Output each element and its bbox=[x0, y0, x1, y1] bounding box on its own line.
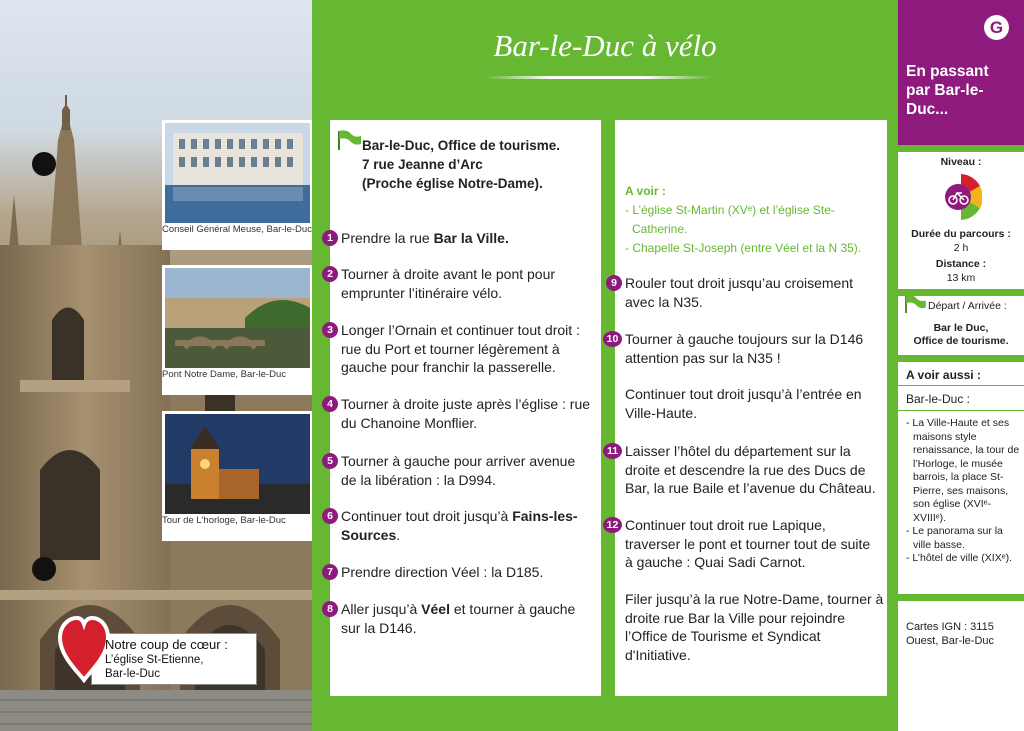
depart-value: Bar le Duc, Office de tourisme. bbox=[913, 322, 1009, 347]
step-2: 2 Tourner à droite avant le pont pour emprunter l’itinéraire vélo. bbox=[341, 265, 591, 302]
step-number-badge: 3 bbox=[322, 322, 338, 338]
niveau-label: Niveau : bbox=[940, 156, 982, 168]
step-number-badge: 8 bbox=[322, 601, 338, 617]
step-number-badge: 4 bbox=[322, 396, 338, 412]
step-9: 9 Rouler tout droit jusqu’au croisement avec la N35. bbox=[625, 274, 880, 311]
duree-label: Durée du parcours : bbox=[911, 228, 1011, 240]
sidebar-rule bbox=[898, 410, 1024, 411]
depart-flag-icon bbox=[904, 295, 926, 313]
binder-hole-bottom bbox=[32, 557, 56, 581]
route-badge: G bbox=[984, 15, 1009, 40]
list-item: - La Ville-Haute et ses maisons style renaissance, la tour de l’Horloge, le musée barrois, la place St-Pierre, ses maisons, son église (XVIᵉ-XVIIIᵉ). bbox=[906, 417, 1020, 524]
pont-notre-dame-image bbox=[165, 268, 310, 368]
step-number-badge: 9 bbox=[606, 275, 622, 291]
step-7: 7 Prendre direction Véel : la D185. bbox=[341, 563, 591, 582]
photo-tour-horloge bbox=[162, 411, 312, 541]
sidebar-divider bbox=[898, 594, 1024, 601]
step-1: 1 Prendre la rue Bar la Ville. bbox=[341, 229, 591, 248]
city-label: Bar-le-Duc : bbox=[906, 392, 971, 406]
step-number-badge: 6 bbox=[322, 508, 338, 524]
cartes-ign: Cartes IGN : 3115 Ouest, Bar-le-Duc bbox=[906, 621, 995, 647]
step-number-badge: 11 bbox=[603, 443, 622, 459]
title-underline bbox=[484, 76, 712, 79]
binder-hole-top bbox=[32, 152, 56, 176]
list-item: - Le panorama sur la ville basse. bbox=[906, 525, 1003, 551]
coup-de-coeur-text: L’église St-Etienne, Bar-le-Duc bbox=[105, 654, 204, 680]
step-5: 5 Tourner à gauche pour arriver avenue de la libération : la D994. bbox=[341, 452, 591, 489]
step-number-badge: 1 bbox=[322, 230, 338, 246]
photo-caption: Conseil Général Meuse, Bar-le-Duc bbox=[162, 224, 312, 235]
heart-icon bbox=[56, 612, 112, 684]
step-number-badge: 10 bbox=[603, 331, 622, 347]
coup-de-coeur-title: Notre coup de cœur : bbox=[105, 637, 228, 652]
step-6: 6 Continuer tout droit jusqu’à Fains-les-Sources. bbox=[341, 507, 591, 544]
itinerary-column-2 bbox=[606, 120, 887, 696]
sidebar-title: En passant par Bar-le-Duc... bbox=[906, 63, 989, 118]
photo-caption: Pont Notre Dame, Bar-le-Duc bbox=[162, 369, 287, 380]
photo-caption: Tour de L'horloge, Bar-le-Duc bbox=[162, 515, 286, 526]
step-number-badge: 5 bbox=[322, 453, 338, 469]
photo-pont-notre-dame bbox=[162, 265, 312, 395]
step-final: Filer jusqu’à la rue Notre-Dame, tourner à droite rue Bar la Ville pour rejoindre l’Office de Tourisme et Syndicat d'Initiative. bbox=[625, 591, 884, 663]
tour-horloge-image bbox=[165, 414, 310, 514]
a-voir-aussi-heading: A voir aussi : bbox=[906, 368, 981, 382]
step-11: 11 Laisser l’hôtel du département sur la droite et descendre la rue des Ducs de Bar, la rue Baile et l’avenue du Château. bbox=[625, 442, 883, 498]
sidebar-divider bbox=[898, 355, 1024, 362]
sidebar-divider bbox=[898, 145, 1024, 152]
step-4: 4 Tourner à droite juste après l’église : rue du Chanoine Monflier. bbox=[341, 395, 596, 432]
sidebar-rule bbox=[898, 385, 1024, 386]
step-8: 8 Aller jusqu’à Véel et tourner à gauche sur la D146. bbox=[341, 600, 591, 637]
a-voir-heading: A voir : bbox=[625, 184, 666, 198]
distance-value: 13 km bbox=[946, 272, 976, 284]
start-location: Bar-le-Duc, Office de tourisme. 7 rue Jeanne d’Arc (Proche église Notre-Dame). bbox=[362, 138, 561, 191]
step-12: 12 Continuer tout droit rue Lapique, traverser le pont et tourner tout de suite à gauche : Quai Sadi Carnot. bbox=[625, 516, 880, 572]
duree-value: 2 h bbox=[953, 242, 969, 254]
step-number-badge: 2 bbox=[322, 266, 338, 282]
page-title: Bar-le-Duc à vélo bbox=[493, 28, 717, 63]
a-voir-section: A voir : - L’église St-Martin (XVᵉ) et l’église Ste- Catherine. - Chapelle St-Joseph (entre Véel et la N 35). bbox=[625, 184, 862, 255]
conseil-general-image bbox=[165, 123, 310, 223]
itinerary-column-1 bbox=[327, 120, 601, 696]
step-number-badge: 7 bbox=[322, 564, 338, 580]
distance-label: Distance : bbox=[935, 258, 987, 270]
list-item: - L’hôtel de ville (XIXᵉ). bbox=[906, 552, 1013, 564]
start-flag-icon bbox=[337, 130, 361, 150]
photo-conseil-general bbox=[162, 120, 312, 250]
step-number-badge: 12 bbox=[603, 517, 622, 533]
step-3: 3 Longer l’Ornain et continuer tout droit : rue du Port et tourner légèrement à gauche pour franchir la passerelle. bbox=[341, 321, 596, 377]
step-10: 10 Tourner à gauche toujours sur la D146 attention pas sur la N35 ! bbox=[625, 330, 880, 367]
step-continue: Continuer tout droit jusqu’à l’entrée en Ville-Haute. bbox=[625, 386, 862, 421]
difficulty-level-icon bbox=[940, 172, 982, 222]
a-voir-aussi-list bbox=[906, 417, 1020, 566]
depart-label: Départ / Arrivée : bbox=[928, 300, 1007, 312]
